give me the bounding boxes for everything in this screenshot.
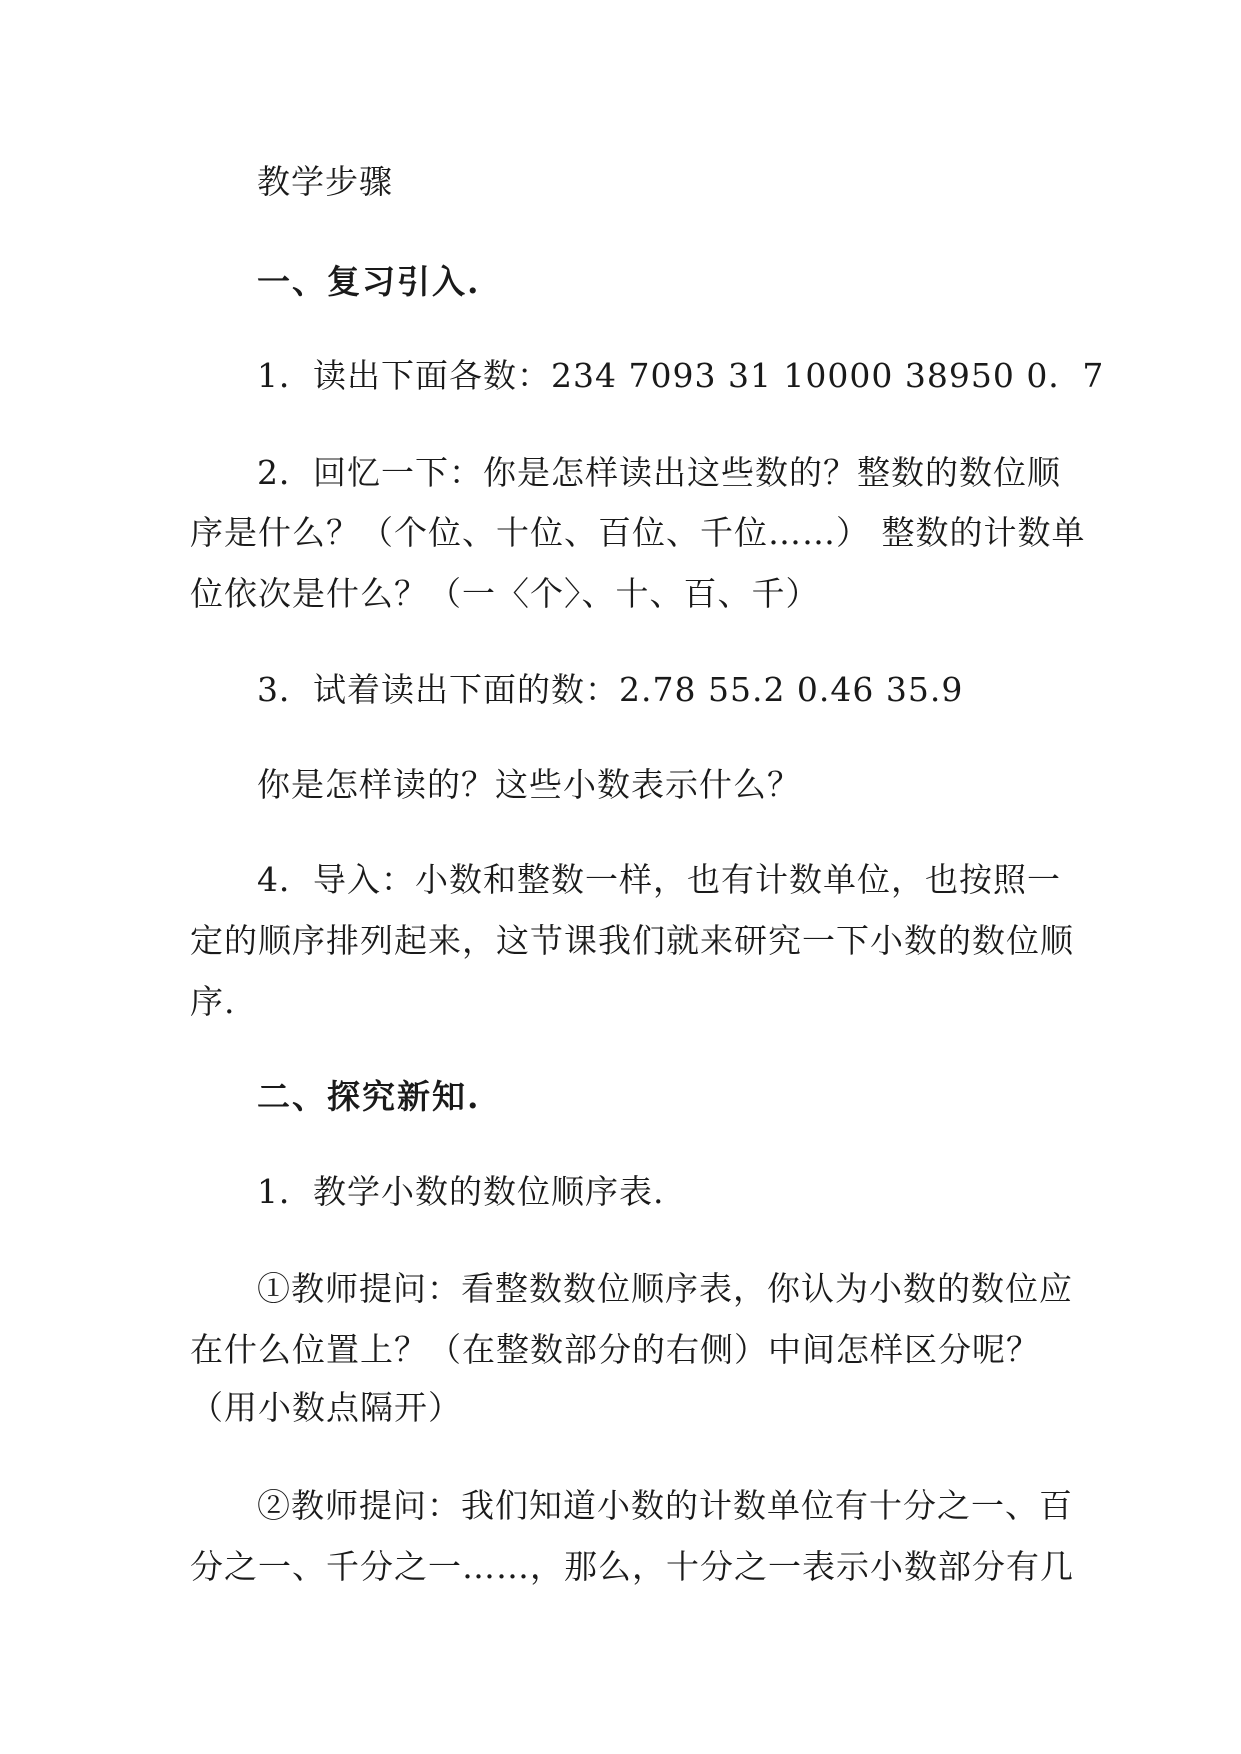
paragraph-line: ①教师提问：看整数数位顺序表，你认为小数的数位应 xyxy=(257,1269,1073,1308)
paragraph-line: （用小数点隔开） xyxy=(190,1388,462,1427)
paragraph-line: 1．读出下面各数：234 7093 31 10000 38950 0．7 xyxy=(257,356,1105,395)
paragraph-line: 在什么位置上？（在整数部分的右侧）中间怎样区分呢？ xyxy=(190,1330,1040,1369)
paragraph-line: 定的顺序排列起来，这节课我们就来研究一下小数的数位顺 xyxy=(190,921,1074,960)
paragraph-line: 分之一、千分之一……，那么，十分之一表示小数部分有几 xyxy=(190,1547,1074,1586)
paragraph-line: 2．回忆一下：你是怎样读出这些数的？整数的数位顺 xyxy=(257,453,1061,492)
paragraph-line: 位依次是什么？（一〈个〉、十、百、千） xyxy=(190,574,820,613)
paragraph-line: 3．试着读出下面的数：2.78 55.2 0.46 35.9 xyxy=(257,670,964,709)
doc-title: 教学步骤 xyxy=(257,162,393,201)
paragraph-line: 1．教学小数的数位顺序表. xyxy=(257,1172,665,1211)
paragraph-line: ②教师提问：我们知道小数的计数单位有十分之一、百 xyxy=(257,1486,1073,1525)
section-heading-review: 一、复习引入. xyxy=(257,262,481,301)
paragraph-line: 4．导入：小数和整数一样，也有计数单位，也按照一 xyxy=(257,860,1061,899)
paragraph-line: 序. xyxy=(190,982,236,1021)
paragraph-line: 你是怎样读的？这些小数表示什么？ xyxy=(257,765,801,804)
section-heading-explore: 二、探究新知. xyxy=(257,1077,481,1116)
paragraph-line: 序是什么？（个位、十位、百位、千位……） 整数的计数单 xyxy=(190,513,1086,552)
